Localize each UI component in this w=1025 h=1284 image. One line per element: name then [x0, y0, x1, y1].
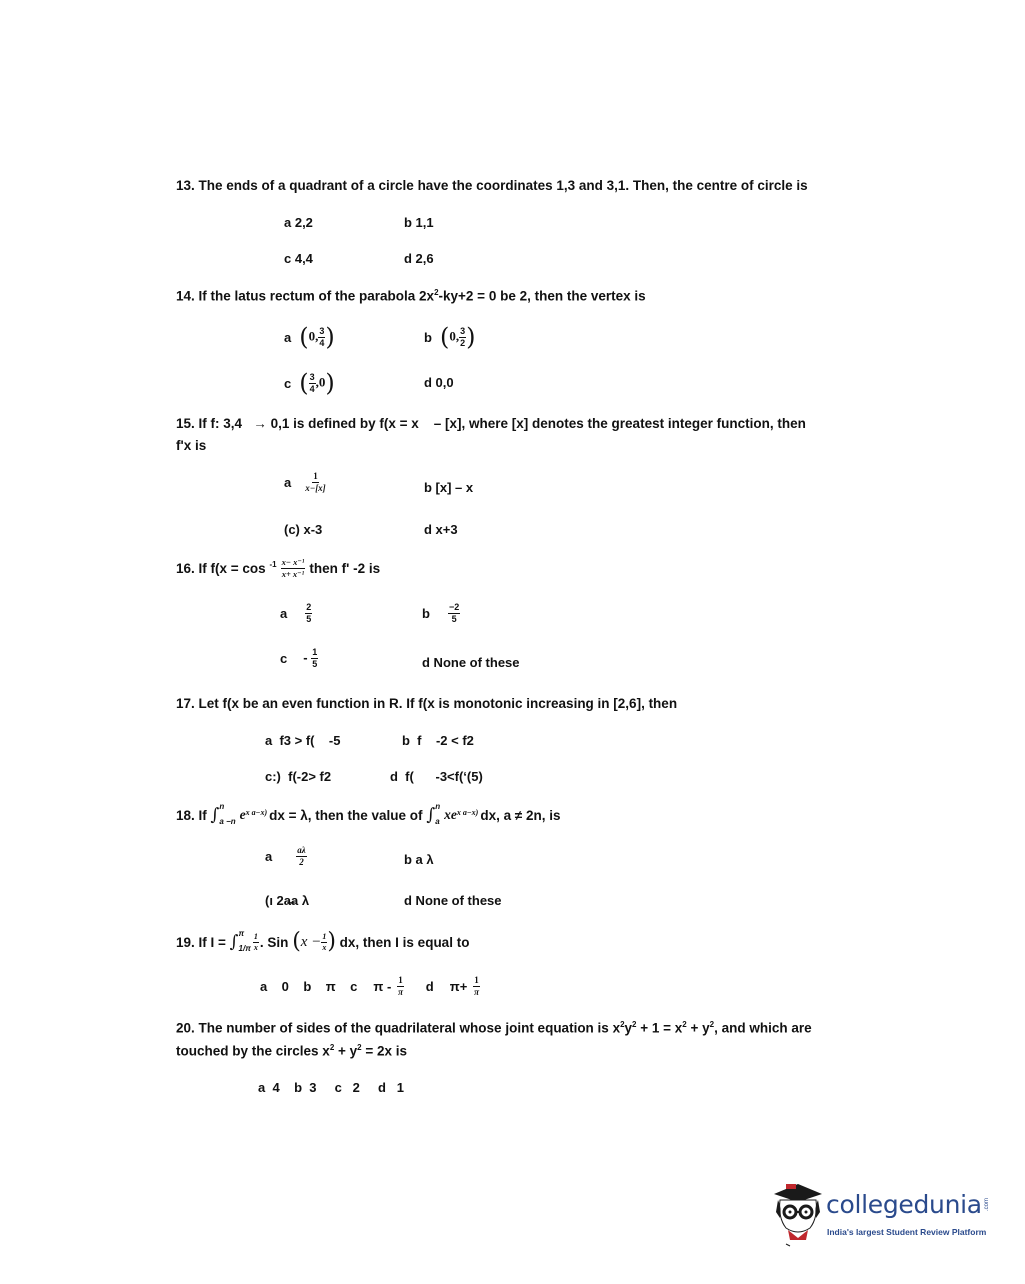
- collegedunia-logo: [768, 1178, 993, 1248]
- question-18: 18. If ∫ n a −n e x a−x) dx = λ, then the value of ∫ n a xe x a−x) dx, a ≠ 2n, is: [176, 802, 561, 826]
- q18-option-a: a $\frac{a\lambda}{2}$: [265, 845, 306, 867]
- question-20-line1: 20. The number of sides of the quadrilateral whose joint equation is $x^2y^2 + 1 = x^2 + y^2$, and which are: [176, 1020, 812, 1036]
- question-16: 16. If f(x = cos -1 $\frac{\text{x− x⁻¹}}{\text{x+ x⁻¹}}$ then f' -2 is: [176, 557, 381, 579]
- logo-com: .com: [984, 1198, 990, 1212]
- question-15-line2: f'x is: [176, 438, 207, 453]
- q14-option-d: d 0,0: [424, 375, 454, 390]
- question-19: 19. If I = ∫ π 1/π $\frac{1}{x}$ . Sin ( x − $\frac{1}{x}$ ) dx, then I is equal to: [176, 929, 470, 954]
- question-17: 17. Let f(x be an even function in R. If f(x is monotonic increasing in [2,6], then: [176, 696, 678, 711]
- q17-option-a: a f3 > f( -5: [265, 733, 341, 748]
- q13-option-a: a 2,2: [284, 215, 313, 230]
- q16-option-a: a $\frac{2}{5}$: [280, 602, 312, 624]
- q15-option-b: b [x] – x: [424, 480, 474, 495]
- question-14: 14. If the latus rectum of the parabola $2x^2-ky+2 = 0$ be 2, then the vertex is: [176, 288, 646, 304]
- q14-option-b: b (0, $\frac{3}{2}$ ): [424, 323, 476, 351]
- question-20-line2: touched by the circles $x^2 + y^2 = 2x$ is: [176, 1043, 408, 1059]
- q18-option-b: b a λ: [404, 852, 434, 867]
- q16-option-d: d None of these: [422, 655, 520, 670]
- q15-option-a: a $\frac{1}{x-[x]}$: [284, 471, 326, 493]
- q18-option-c: (ı 2a̶a λ: [265, 893, 310, 908]
- question-15-line1: 15. If f: 3,4 → 0,1 is defined by f(x = x – [x], where [x] denotes the greatest integer function, then: [176, 416, 806, 431]
- q16-option-c: c - $\frac{1}{5}$: [280, 647, 318, 669]
- q18-option-d: d None of these: [404, 893, 502, 908]
- q13-option-b: b 1,1: [404, 215, 434, 230]
- q15-option-c: (c) x-3: [284, 522, 323, 537]
- logo-wordmark: collegedunia: [826, 1190, 982, 1219]
- q17-option-b: b f -2 < f2: [402, 733, 474, 748]
- question-13: 13. The ends of a quadrant of a circle have the coordinates 1,3 and 3,1. Then, the centre of circle is: [176, 178, 808, 193]
- student-mascot-icon: [768, 1178, 826, 1248]
- q14-option-a: a (0, $\frac{3}{4}$ ): [284, 323, 335, 351]
- q16-option-b: b $\frac{-2}{5}$: [422, 602, 460, 624]
- q17-option-d: d f( -3<f(‘(5): [390, 769, 483, 784]
- q13-option-d: d 2,6: [404, 251, 434, 266]
- q17-option-c: c:) f(-2> f2: [265, 769, 332, 784]
- q20-options: a 4 b 3 c 2 d 1: [258, 1080, 404, 1095]
- q15-option-d: d x+3: [424, 522, 458, 537]
- logo-tagline: India's largest Student Review Platform: [827, 1227, 987, 1237]
- q19-options: a 0 b π c π - $\frac{1}{\pi}$ d π+ $\frac{1}{\pi}$: [260, 975, 479, 997]
- q14-option-c: c ( $\frac{3}{4}$ ,0): [284, 369, 335, 397]
- q13-option-c: c 4,4: [284, 251, 313, 266]
